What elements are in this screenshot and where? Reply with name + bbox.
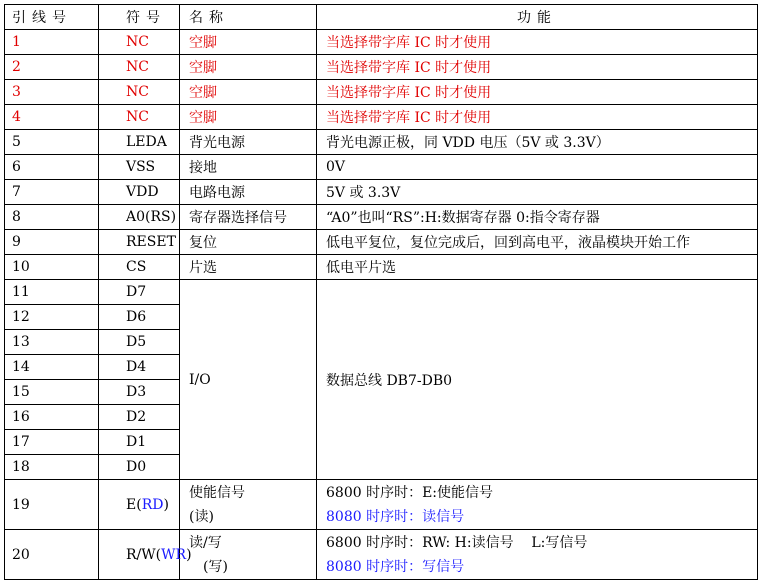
symbol-cell: D4 [99,355,180,380]
function-cell: 当选择带字库 IC 时才使用 [317,80,758,105]
table-row [5,80,758,105]
pin-cell: 4 [5,105,99,130]
function-line-6800: 6800 时序时：RW: H:读信号 L:写信号 [326,534,588,551]
table-row [5,255,758,280]
name-line-2: (写) [203,558,228,575]
pin-cell: 18 [5,455,99,480]
pin-cell: 19 [5,480,99,530]
pin-definition-table [4,4,758,580]
symbol-cell: D2 [99,405,180,430]
symbol-cell: D3 [99,380,180,405]
symbol-cell: NC [99,55,180,80]
header-name: 名称 [180,5,317,30]
function-cell: 当选择带字库 IC 时才使用 [317,30,758,55]
pin-cell: 10 [5,255,99,280]
symbol-main: R/W [126,546,156,563]
pin-cell: 17 [5,430,99,455]
symbol-cell: NC [99,80,180,105]
table-row [5,130,758,155]
function-cell: 0V [317,155,758,180]
symbol-alt: WR [161,546,187,563]
pin-cell: 2 [5,55,99,80]
name-line-2: (读) [189,508,214,525]
symbol-cell: D6 [99,305,180,330]
table-row [5,280,758,305]
table-row [5,180,758,205]
symbol-cell: D0 [99,455,180,480]
symbol-cell: A0(RS) [99,205,180,230]
symbol-cell: NC [99,30,180,55]
table-row [5,230,758,255]
pin-cell: 13 [5,330,99,355]
name-line-1: 读/写 [189,534,222,551]
function-cell [317,480,758,530]
pin-cell: 14 [5,355,99,380]
symbol-cell: VDD [99,180,180,205]
io-function-cell: 数据总线 DB7-DB0 [317,280,758,480]
pin-cell: 6 [5,155,99,180]
header-symbol: 符号 [99,5,180,30]
symbol-cell: LEDA [99,130,180,155]
pin-cell: 7 [5,180,99,205]
function-cell: 5V 或 3.3V [317,180,758,205]
name-cell: 背光电源 [180,130,317,155]
name-cell [180,480,317,530]
pin-cell: 1 [5,30,99,55]
name-cell [180,530,317,580]
function-cell: 当选择带字库 IC 时才使用 [317,105,758,130]
pin-cell: 8 [5,205,99,230]
pin-cell: 20 [5,530,99,580]
pin-cell: 3 [5,80,99,105]
function-line-8080: 8080 时序时：写信号 [326,558,465,575]
table-row [5,105,758,130]
name-line-1: 使能信号 [189,484,245,501]
symbol-cell: D1 [99,430,180,455]
header-pin: 引线号 [5,5,99,30]
pin-cell: 16 [5,405,99,430]
pin-cell: 9 [5,230,99,255]
table-row [5,155,758,180]
symbol-paren-close: ) [163,496,169,513]
symbol-paren-close: ) [186,546,192,563]
function-cell: 低电平片选 [317,255,758,280]
symbol-cell: CS [99,255,180,280]
name-cell: 空脚 [180,30,317,55]
symbol-cell: VSS [99,155,180,180]
name-cell: 片选 [180,255,317,280]
name-cell: 空脚 [180,55,317,80]
symbol-cell: D7 [99,280,180,305]
symbol-cell: RESET [99,230,180,255]
function-line-8080: 8080 时序时：读信号 [326,508,465,525]
function-cell [317,530,758,580]
symbol-paren-open: ( [136,496,142,513]
name-cell: 电路电源 [180,180,317,205]
name-cell: 接地 [180,155,317,180]
symbol-cell: NC [99,105,180,130]
function-cell: 当选择带字库 IC 时才使用 [317,55,758,80]
name-cell: 空脚 [180,80,317,105]
name-cell: 空脚 [180,105,317,130]
pin-cell: 12 [5,305,99,330]
symbol-cell [99,530,192,580]
pin-cell: 15 [5,380,99,405]
name-cell: 复位 [180,230,317,255]
header-row [5,5,758,30]
function-cell: 背光电源正极，同 VDD 电压（5V 或 3.3V） [317,130,758,155]
symbol-cell [99,480,180,530]
table-row [5,530,758,580]
table-row [5,480,758,530]
table-row [5,55,758,80]
pin-cell: 11 [5,280,99,305]
symbol-alt: RD [141,496,164,513]
function-cell: “A0”也叫“RS”:H:数据寄存器 0:指令寄存器 [317,205,758,230]
function-line-6800: 6800 时序时：E:使能信号 [326,484,494,501]
name-cell: 寄存器选择信号 [180,205,317,230]
table-row [5,205,758,230]
function-cell: 低电平复位，复位完成后，回到高电平，液晶模块开始工作 [317,230,758,255]
symbol-paren-open: ( [155,546,162,563]
symbol-main: E [126,496,137,513]
header-function: 功能 [317,5,758,30]
io-name-cell: I/O [180,280,317,480]
pin-cell: 5 [5,130,99,155]
table-row [5,30,758,55]
symbol-cell: D5 [99,330,180,355]
